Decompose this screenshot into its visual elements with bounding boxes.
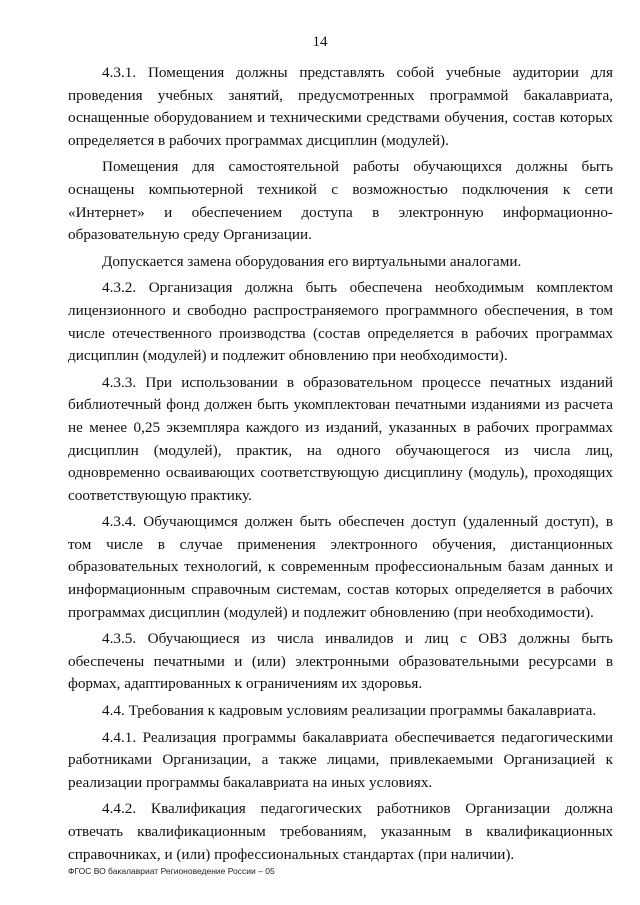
- paragraph-4-4: 4.4. Требования к кадровым условиям реализации программы бакалавриата.: [102, 702, 597, 720]
- paragraph-4-4-1: 4.4.1. Реализация программы бакалавриата обеспечивается педагогическими работниками Организации, а также лицами, привлекаемыми Организацией к реализации программы бакалавриата на иных условиях.: [68, 728, 613, 791]
- paragraph-4-3-1: 4.3.1. Помещения должны представлять собой учебные аудитории для проведения учебных занятий, предусмотренных программой бакалавриата, оснащенные оборудованием и техническими средствами обучения, состав которых определяется в рабочих программах дисциплин (модулей).: [68, 64, 613, 149]
- document-body: [68, 62, 613, 870]
- page-number: 14: [312, 34, 328, 50]
- page-footer: ФГОС ВО бакалавриат Регионоведение России – 05: [68, 866, 275, 876]
- paragraph-self-study-rooms: Помещения для самостоятельной работы обучающихся должны быть оснащены компьютерной техникой с возможностью подключения к сети «Интернет» и обеспечением доступа в электронную информационно-образовательную среду Организации.: [68, 158, 613, 244]
- paragraph-4-4-2: 4.4.2. Квалификация педагогических работников Организации должна отвечать квалификационным требованиям, указанным в квалификационных справочниках, и (или) профессиональных стандартах (при наличии).: [68, 800, 613, 863]
- paragraph-4-3-3: 4.3.3. При использовании в образовательном процессе печатных изданий библиотечный фонд должен быть укомплектован печатными изданиями из расчета не менее 0,25 экземпляра каждого из изданий, указанных в рабочих программах дисциплин (модулей), практик, на одного обучающегося из числа лиц, одновременно осваивающих соответствующую дисциплину (модуль), проходящих соответствующую практику.: [68, 373, 613, 504]
- paragraph-4-3-2: 4.3.2. Организация должна быть обеспечена необходимым комплектом лицензионного и свободно распространяемого программного обеспечения, в том числе отечественного производства (состав определяется в рабочих программах дисциплин (модулей) и подлежит обновлению при необходимости).: [68, 279, 613, 365]
- paragraph-4-3-5: 4.3.5. Обучающиеся из числа инвалидов и лиц с ОВЗ должны быть обеспечены печатными и (или) электронными образовательными ресурсами в формах, адаптированных к ограничениям их здоровья.: [68, 630, 613, 693]
- paragraph-virtual-analogs: Допускается замена оборудования его виртуальными аналогами.: [102, 252, 522, 270]
- paragraph-4-3-4: 4.3.4. Обучающимся должен быть обеспечен доступ (удаленный доступ), в том числе в случае применения электронного обучения, дистанционных образовательных технологий, к современным профессиональным базам данных и информационным справочным системам, состав которых определяется в рабочих программах дисциплин (модулей) и подлежит обновлению (при необходимости).: [68, 513, 613, 621]
